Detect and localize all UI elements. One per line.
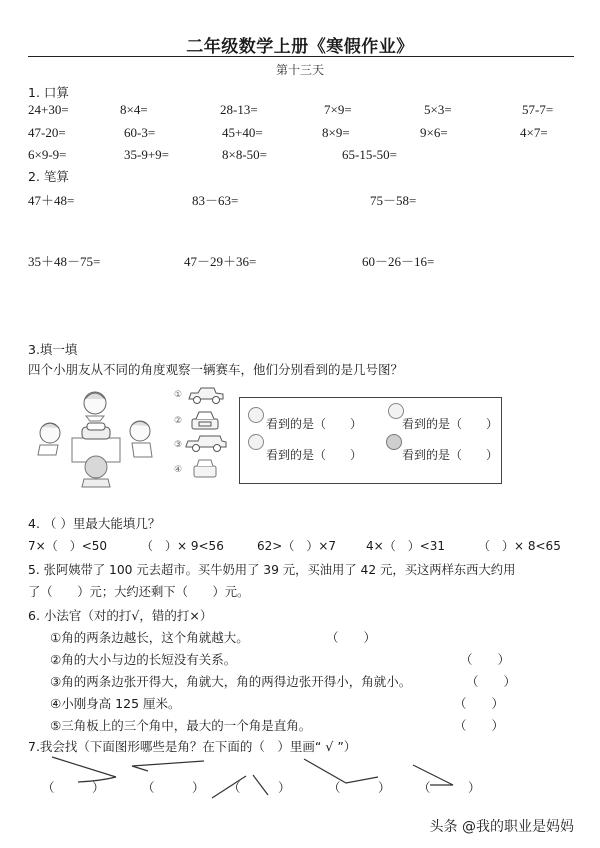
car-label: ④ xyxy=(174,465,183,475)
equation: 45+40= xyxy=(222,125,263,140)
fill-max-item[interactable]: 7×（ ）<50 xyxy=(28,539,108,553)
equation: 60-3= xyxy=(124,125,156,140)
judge-blank[interactable]: （ ） xyxy=(466,674,517,689)
judge-blank[interactable]: （ ） xyxy=(454,718,505,733)
equation: 9×6= xyxy=(420,125,448,140)
equation: 8×9= xyxy=(322,125,350,140)
equation: 8×4= xyxy=(120,102,148,117)
equation: 28-13= xyxy=(220,102,258,117)
angle-answer-blank[interactable]: （ ） xyxy=(142,780,205,795)
equation: 35-9+9= xyxy=(124,147,169,162)
judge-statement: ②角的大小与边的长短没有关系。 xyxy=(50,652,237,667)
section7-heading: 7.我会找（下面图形哪些是角？在下面的（ ）里画“ √ ”） xyxy=(28,739,357,754)
equation: 47＋48= xyxy=(28,193,75,208)
section3-question: 四个小朋友从不同的角度观察一辆赛车，他们分别看到的是几号图？ xyxy=(28,362,404,377)
angle-answer-blank[interactable]: （ ） xyxy=(418,780,481,795)
equation: 5×3= xyxy=(424,102,452,117)
car-label: ③ xyxy=(174,440,183,450)
equation: 35＋48－75= xyxy=(28,254,101,269)
fill-max-item[interactable]: 4×（ ）<31 xyxy=(366,539,446,553)
equation: 65-15-50= xyxy=(342,147,397,162)
section6-heading: 6. 小法官（对的打√，错的打×） xyxy=(28,608,213,623)
children-around-car-illustration xyxy=(30,383,160,493)
answer-blank[interactable]: 看到的是（ ） xyxy=(266,448,363,462)
equation: 47－29＋36= xyxy=(184,254,257,269)
angle-answer-blank[interactable]: （ ） xyxy=(228,780,291,795)
equation: 83－63= xyxy=(192,193,239,208)
car-front-view-icon xyxy=(190,410,220,432)
judge-statement: ⑤三角板上的三个角中，最大的一个角是直角。 xyxy=(50,718,312,733)
equation: 60－26－16= xyxy=(362,254,435,269)
answer-blank[interactable]: 看到的是（ ） xyxy=(402,448,499,462)
judge-blank[interactable]: （ ） xyxy=(326,630,377,645)
section3-heading: 3.填一填 xyxy=(28,342,78,357)
child-face-icon xyxy=(248,407,264,423)
car-label: ② xyxy=(174,416,183,426)
worksheet-title: 二年级数学上册《寒假作业》 xyxy=(186,37,414,57)
car-label: ① xyxy=(174,390,183,400)
section2-heading: 2. 笔算 xyxy=(28,169,69,184)
car-rear-view-icon xyxy=(192,458,218,480)
day-subtitle: 第十三天 xyxy=(275,63,324,77)
equation: 47-20= xyxy=(28,125,66,140)
section4-heading: 4. （ ）里最大能填几？ xyxy=(28,516,161,531)
title-divider xyxy=(28,56,574,57)
answer-blank[interactable]: 看到的是（ ） xyxy=(266,417,363,431)
equation: 24+30= xyxy=(28,102,69,117)
equation: 7×9= xyxy=(324,102,352,117)
section5-problem: 5. 张阿姨带了 100 元去超市。买牛奶用了 39 元，买油用了 42 元，买这两样东西大约用 xyxy=(28,563,516,577)
car-other-side-view-icon xyxy=(184,434,228,454)
answer-blank[interactable]: 看到的是（ ） xyxy=(402,417,499,431)
equation: 75－58= xyxy=(370,193,417,208)
section5-blanks[interactable]: 了（ ）元；大约还剩下（ ）元。 xyxy=(28,585,250,599)
angle-answer-blank[interactable]: （ ） xyxy=(42,780,105,795)
equation: 4×7= xyxy=(520,125,548,140)
view-answer-box xyxy=(239,397,502,484)
judge-statement: ③角的两条边张开得大，角就大，角的两得边张开得小，角就小。 xyxy=(50,674,412,689)
judge-statement: ④小刚身高 125 厘米。 xyxy=(50,696,181,711)
watermark-text: 头条 @我的职业是妈妈 xyxy=(429,819,574,835)
section1-heading: 1. 口算 xyxy=(28,85,69,100)
fill-max-item[interactable]: （ ）× 8<65 xyxy=(478,539,561,553)
judge-blank[interactable]: （ ） xyxy=(460,652,511,667)
equation: 57-7= xyxy=(522,102,554,117)
car-side-view-icon xyxy=(186,386,226,406)
angle-answer-blank[interactable]: （ ） xyxy=(328,780,391,795)
figure-1-line xyxy=(52,757,116,777)
child-back-icon xyxy=(386,434,402,450)
equation: 8×8-50= xyxy=(222,147,267,162)
judge-statement: ①角的两条边越长，这个角就越大。 xyxy=(50,630,249,645)
child-face-icon xyxy=(248,434,264,450)
fill-max-item[interactable]: （ ）× 9<56 xyxy=(141,539,224,553)
fill-max-item[interactable]: 62>（ ）×7 xyxy=(257,539,337,553)
equation: 6×9-9= xyxy=(28,147,67,162)
judge-blank[interactable]: （ ） xyxy=(454,696,505,711)
